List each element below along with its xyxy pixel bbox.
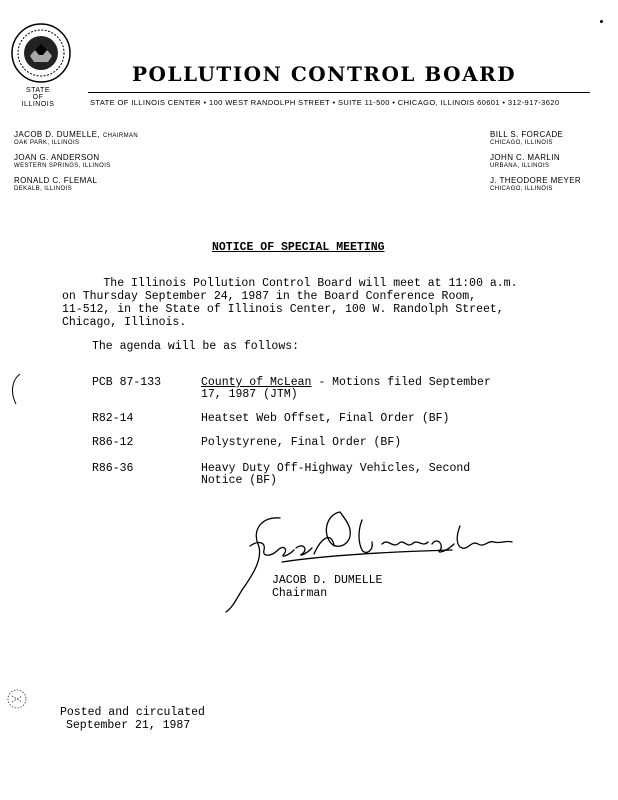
seal-line: STATE: [25, 87, 51, 94]
signer-name: JACOB D. DUMELLE: [272, 574, 383, 587]
member-name: JACOB D. DUMELLE, CHAIRMAN: [14, 130, 139, 139]
agenda-number: R86-36: [92, 462, 134, 475]
member-city: CHICAGO, ILLINOIS: [490, 186, 553, 192]
agenda-number: PCB 87-133: [92, 376, 162, 389]
posting-line: Posted and circulated: [60, 706, 205, 719]
signer-title: Chairman: [272, 587, 328, 600]
seal-line: ILLINOIS: [21, 101, 55, 108]
paragraph-line: Chicago, Illinois.: [62, 316, 187, 329]
header-rule: [88, 92, 590, 93]
posting-note: [60, 706, 205, 732]
member-role: CHAIRMAN: [102, 133, 139, 139]
member-city: DEKALB, ILLINOIS: [14, 186, 73, 192]
member-name: J. THEODORE MEYER: [490, 176, 582, 185]
agenda-intro: The agenda will be as follows:: [92, 340, 300, 353]
agenda-text: - Motions filed September: [311, 376, 491, 389]
corner-mark: [600, 20, 603, 23]
margin-mark: [6, 372, 24, 406]
member-name: BILL S. FORCADE: [490, 130, 564, 139]
notice-title: NOTICE OF SPECIAL MEETING: [212, 241, 385, 254]
agenda-text: Heavy Duty Off-Highway Vehicles, Second: [201, 462, 471, 475]
agenda-text-cont: Notice (BF): [201, 474, 277, 487]
paragraph-line: 11-512, in the State of Illinois Center, 100 W. Randolph Street,: [62, 303, 504, 316]
organization-title: POLLUTION CONTROL BOARD: [132, 62, 517, 86]
paragraph-line: on Thursday September 24, 1987 in the Board Conference Room,: [62, 290, 477, 303]
member-name: JOHN C. MARLIN: [490, 153, 561, 162]
signer-block: [272, 574, 382, 600]
member-city: OAK PARK, ILLINOIS: [14, 140, 80, 146]
margin-stamp: [6, 686, 28, 712]
state-seal: [10, 22, 72, 84]
agenda-text-cont: 17, 1987 (JTM): [201, 388, 298, 401]
member-name: RONALD C. FLEMAL: [14, 176, 98, 185]
agenda-lead: County of McLean: [201, 376, 312, 389]
notice-paragraph: [62, 277, 517, 329]
agenda-number: R82-14: [92, 412, 134, 425]
seal-line: OF: [32, 94, 44, 101]
agenda-description: [201, 462, 470, 486]
posting-date: September 21, 1987: [66, 719, 191, 732]
agenda-description: Polystyrene, Final Order (BF): [201, 436, 402, 449]
member-city: URBANA, ILLINOIS: [490, 163, 550, 169]
agenda-description: [201, 376, 491, 400]
member-city: WESTERN SPRINGS, ILLINOIS: [14, 163, 111, 169]
organization-address: STATE OF ILLINOIS CENTER • 100 WEST RANDOLPH STREET • SUITE 11-500 • CHICAGO, ILLINOIS 60601 • 312-917-3620: [90, 98, 560, 107]
member-name: JOAN G. ANDERSON: [14, 153, 100, 162]
paragraph-line: The Illinois Pollution Control Board will meet at 11:00 a.m.: [62, 277, 518, 290]
member-city: CHICAGO, ILLINOIS: [490, 140, 553, 146]
agenda-number: R86-12: [92, 436, 134, 449]
agenda-description: Heatset Web Offset, Final Order (BF): [201, 412, 450, 425]
